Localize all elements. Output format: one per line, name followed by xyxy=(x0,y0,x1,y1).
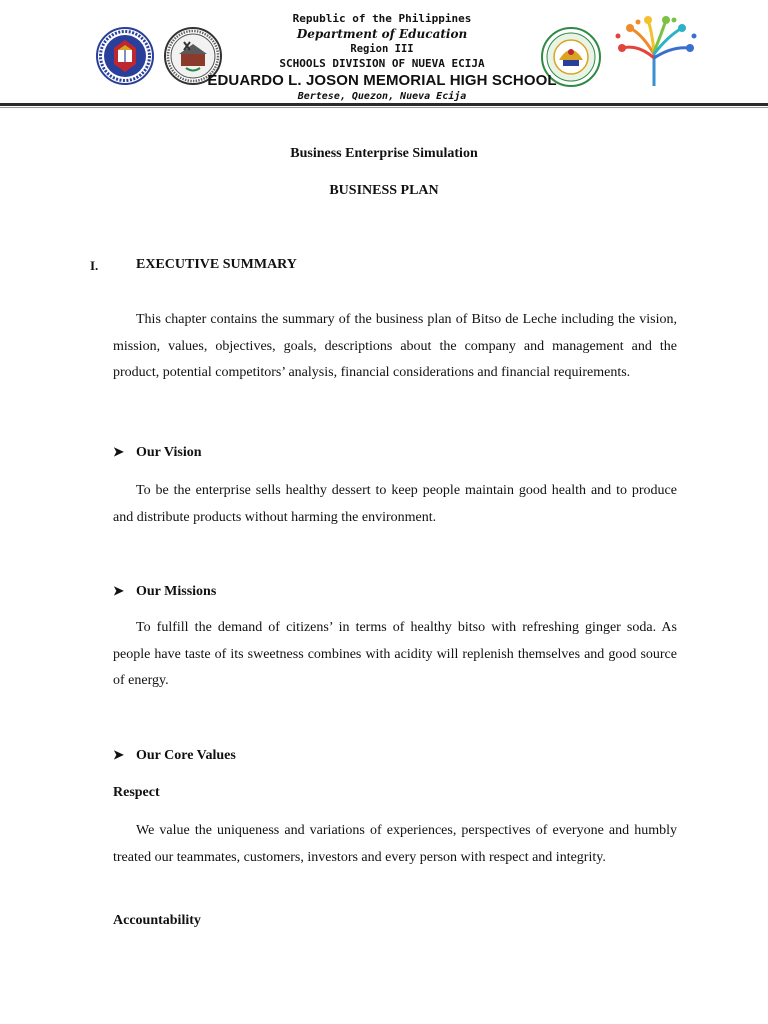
core-values-heading xyxy=(113,747,236,764)
header-address: Bertese, Quezon, Nueva Ecija xyxy=(297,91,467,102)
section-title: EXECUTIVE SUMMARY xyxy=(136,257,297,272)
letterhead xyxy=(0,0,768,106)
respect-paragraph xyxy=(113,818,677,871)
vision-heading xyxy=(113,444,202,461)
vision-heading-label: Our Vision xyxy=(136,445,202,460)
section-number: I. xyxy=(90,258,99,273)
document-subtitle: BUSINESS PLAN xyxy=(329,183,439,198)
vision-text: To be the enterprise sells healthy dessert to keep people maintain good health and to produce and distribute products without harming the environment. xyxy=(113,483,677,525)
missions-text: To fulfill the demand of citizens’ in terms of healthy bitso with refreshing ginger soda. As people have taste of its sweetness combines with acidity will replenish themselves and good source of energy. xyxy=(113,620,677,688)
header-division: SCHOOLS DIVISION OF NUEVA ECIJA xyxy=(279,57,485,70)
header-republic: Republic of the Philippines xyxy=(292,12,472,25)
missions-paragraph xyxy=(113,615,677,695)
accountability-heading: Accountability xyxy=(113,913,201,928)
header-department: Department of Education xyxy=(296,27,468,41)
arrow-bullet-icon: ➤ xyxy=(113,583,124,598)
arrow-bullet-icon: ➤ xyxy=(113,444,124,459)
summary-text: This chapter contains the summary of the business plan of Bitso de Leche including the vision, mission, values, objectives, goals, descriptions about the company and management and the product, potential competitors’ analysis, financial considerations and financial requirements. xyxy=(113,312,677,380)
header-region: Region III xyxy=(350,43,414,55)
missions-heading xyxy=(113,583,216,600)
core-values-heading-label: Our Core Values xyxy=(136,748,236,763)
respect-heading: Respect xyxy=(113,785,160,800)
respect-text: We value the uniqueness and variations of experiences, perspectives of everyone and humbly treated our teammates, customers, investors and every person with respect and integrity. xyxy=(113,823,677,865)
vision-paragraph xyxy=(113,478,677,531)
header-divider xyxy=(0,103,768,106)
arrow-bullet-icon: ➤ xyxy=(113,747,124,762)
summary-paragraph xyxy=(113,307,677,387)
header-school-name: EDUARDO L. JOSON MEMORIAL HIGH SCHOOL xyxy=(207,72,557,89)
header-divider-thin xyxy=(0,107,768,108)
document-title: Business Enterprise Simulation xyxy=(290,146,478,161)
missions-heading-label: Our Missions xyxy=(136,584,217,599)
